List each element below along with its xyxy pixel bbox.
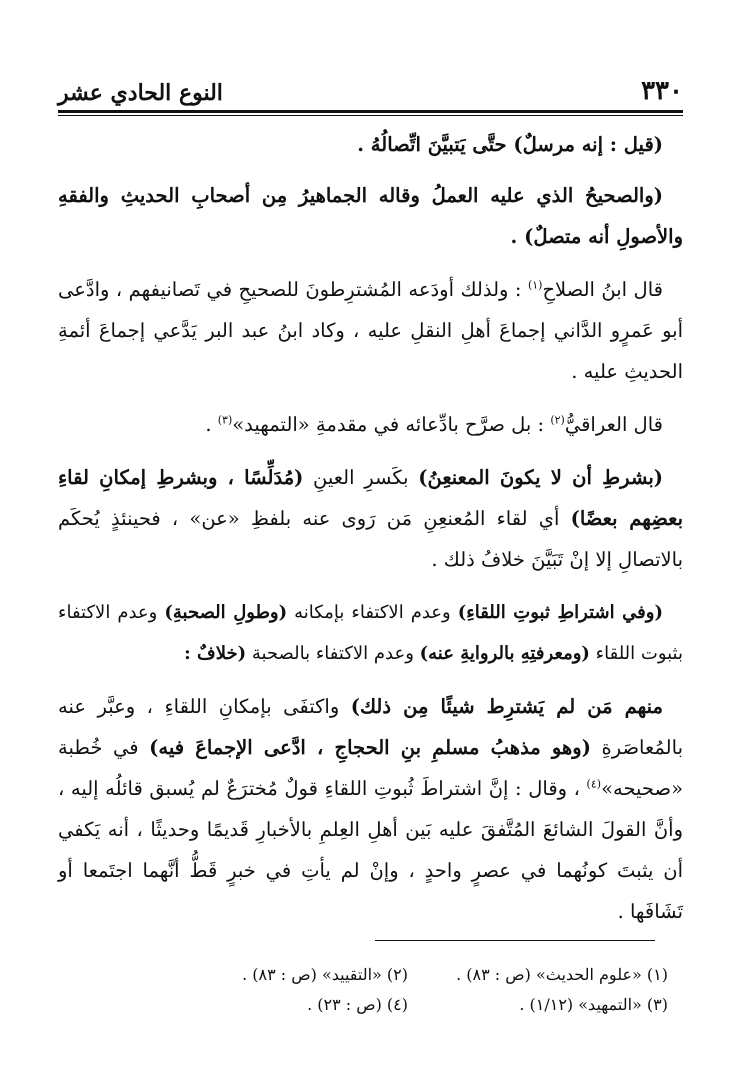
chapter-title: النوع الحادي عشر [58,80,223,106]
footnote-3: (٣) «التمهيد» (١/١٢) . [519,995,668,1014]
footnote-1: (١) «علوم الحديث» (ص : ٨٣) . [456,965,668,984]
paragraph-5-bold-1: (بشرطِ أن لا يكونَ المعنعِنُ) [418,466,663,489]
paragraph-6-text-1: وعدم الاكتفاء بإمكانه [287,602,458,623]
paragraph-3 [58,269,683,392]
page-header [58,60,683,104]
paragraph-1-text: (قيل : إنه مرسلٌ) حتَّى يَتبيَّنَ اتِّصالُهُ . [357,133,663,156]
paragraph-7 [58,686,683,932]
header-divider [58,110,683,116]
footnote-row [58,960,668,990]
paragraph-6-text-3: وعدم الاكتفاء بالصحبة [246,643,420,664]
paragraph-2 [58,175,683,257]
footnote-ref-4: (٤) [586,777,602,791]
page-number: ٣٣٠ [641,76,683,106]
paragraph-6-text-2: وعدم الاكتفاء بثبوت اللقاء [58,602,683,664]
footnotes [58,960,668,1020]
footnote-ref-2: (٢) [550,413,565,427]
paragraph-6 [58,592,683,674]
footnote-row [58,990,668,1020]
paragraph-6-bold-3: (ومعرفتِهِ بالروايةِ عنه) [419,643,590,664]
paragraph-5 [58,457,683,580]
footnote-ref-1: (١) [527,278,543,292]
footnote-2: (٢) «التقييد» (ص : ٨٣) . [242,965,408,984]
paragraph-7-bold-2: (وهو مذهبُ مسلمِ بنِ الحجاجِ ، ادَّعى الإجماعَ فيه) [149,736,591,759]
paragraph-4-body: : بل صرَّح بادِّعائه في مقدمةِ «التمهيد» [232,413,551,436]
paragraph-7-text-1: واكتفَى بإمكانِ اللقاءِ ، وعبَّر عنه بالمُعاصَرةِ [58,695,683,759]
paragraph-5-bold-2: (مُدَلِّسًا ، وبشرطِ إمكانِ لقاءِ بعضِهم بعضًا) [58,466,683,530]
paragraph-5-text-2: أي لقاء المُعنعِنِ مَن رَوى عنه بلفظِ «عن» ، فحينئذٍ يُحكَم بالاتصالِ إلا إنْ تَبَيَّنَ خلافُ ذلك . [58,507,683,571]
footnote-divider [375,940,655,941]
paragraph-4 [58,404,683,445]
paragraph-7-text-3: ، وقال : إنَّ اشتراطَ ثُبوتِ اللقاءِ قولٌ مُخترَعٌ لم يُسبق قائلُه إليه ، وأنَّ القولَ الشائعَ المُتَّفقَ عليه بَين أهلِ العِلمِ بالأخبارِ قَديمًا وحديثًا ، أنه يَكفي أن يثبتَ كونُهما في عصرٍ واحدٍ ، وإنْ لم يأتِ في خبرٍ قَطُّ أنَّهما اجتَمعا أو تَشَافَها . [58,777,683,923]
paragraph-2-text: (والصحيحُ الذي عليه العملُ وقاله الجماهيرُ مِن أصحابِ الحديثِ والفقهِ والأصولِ أنه متصلٌ) . [58,184,683,248]
paragraph-3-lead: قال ابنُ الصلاحِ [542,278,663,301]
paragraph-4-end: . [205,413,218,436]
footnote-4: (٤) (ص : ٢٣) . [307,995,408,1014]
paragraph-7-bold-1: منهم مَن لم يَشترِط شيئًا مِن ذلك) [350,695,663,718]
footnote-ref-3: (٣) [217,413,233,427]
paragraph-7-text-2: في خُطبة «صحيحه» [58,736,683,800]
paragraph-6-bold-4: (خلافٌ : [184,643,247,664]
paragraph-1 [58,124,683,165]
paragraph-5-text-1: بكَسرِ العينِ [303,466,419,489]
page-body [58,124,683,944]
paragraph-6-bold-1: (وفي اشتراطِ ثبوتِ اللقاءِ) [457,602,663,623]
paragraph-4-lead: قال العراقيُّ [564,413,663,436]
paragraph-6-bold-2: (وطولِ الصحبةِ) [164,602,288,623]
paragraph-3-body: : ولذلك أودَعه المُشترِطونَ للصحيحِ في تَصانيفهم ، وادَّعى أبو عَمرٍو الدَّاني إجماعَ أهلِ النقلِ عليه ، وكاد ابنُ عبد البر يَدَّعي إجماعَ أئمةِ الحديثِ عليه . [58,278,683,383]
